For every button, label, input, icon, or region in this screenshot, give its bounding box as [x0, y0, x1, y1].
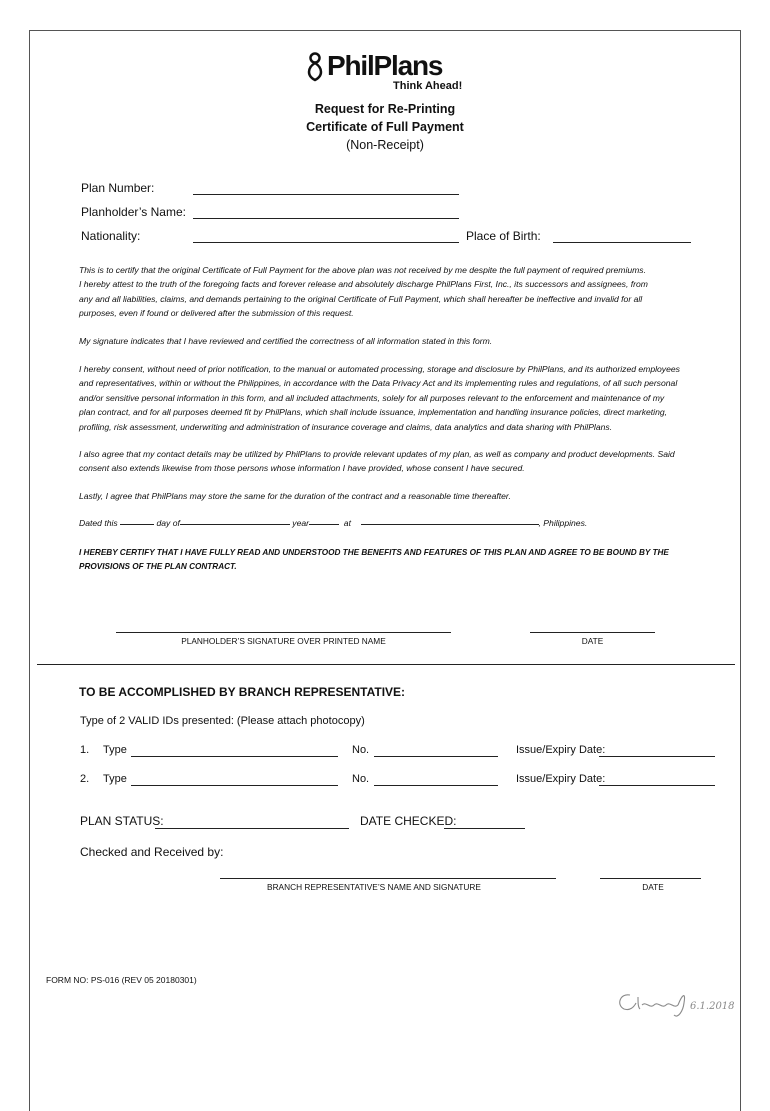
checked-received-label: Checked and Received by:: [80, 845, 224, 859]
philippines-text: , Philippines.: [538, 518, 588, 528]
day-field[interactable]: [120, 524, 154, 525]
id-row-2-type-field[interactable]: [131, 785, 338, 786]
certify-line: any and all liabilities, claims, and demands pertaining to the original Certificate of Full Payment, which shall hereafter be ineffective and invalid for all: [79, 293, 643, 304]
branch-heading: TO BE ACCOMPLISHED BY BRANCH REPRESENTATIVE:: [79, 685, 406, 699]
planholder-date-field[interactable]: [530, 632, 655, 633]
place-of-birth-label: Place of Birth:: [466, 229, 541, 243]
plan-status-field[interactable]: [155, 828, 349, 829]
id-row-2-issue-label: Issue/Expiry Date:: [516, 773, 606, 785]
form-title-line2: Certificate of Full Payment: [306, 120, 464, 134]
svg-text:6.1.2018: 6.1.2018: [690, 1001, 735, 1012]
id-row-1-no-field[interactable]: [374, 756, 498, 757]
logo-tagline: Think Ahead!: [393, 80, 463, 92]
planholder-signature-caption: PLANHOLDER’S SIGNATURE OVER PRINTED NAME: [181, 636, 386, 646]
dated-this-text: Dated this: [79, 518, 118, 528]
plan-status-label: PLAN STATUS:: [80, 814, 164, 828]
rep-signature-caption: BRANCH REPRESENTATIVE’S NAME AND SIGNATURE: [267, 882, 481, 892]
date-checked-label: DATE CHECKED:: [360, 814, 457, 828]
year-text: year: [292, 518, 310, 528]
planholder-name-field[interactable]: [193, 218, 459, 219]
rep-signature-field[interactable]: [220, 878, 556, 879]
certify-caps-line: I HEREBY CERTIFY THAT I HAVE FULLY READ AND UNDERSTOOD THE BENEFITS AND FEATURES OF THIS PLAN AND AGREE TO BE BOUND BY THE: [79, 548, 669, 557]
contact-line: consent also extends likewise from those persons whose information I have provided, whose consent I have secured.: [79, 463, 525, 474]
id-row-1-no-label: No.: [352, 744, 370, 756]
nationality-label: Nationality:: [81, 229, 141, 243]
consent-line: plan contract, and for all purposes deemed fit by PhilPlans, which shall include issuance, implementation and handling insurance policies, direct marketing,: [79, 407, 668, 418]
form-title-line3: (Non-Receipt): [346, 138, 424, 152]
consent-line: and/or sensitive personal information in this form, and all included attachments, solely for all purposes relevant to the enforcement and maintenance of my: [79, 392, 665, 403]
id-row-1-type-field[interactable]: [131, 756, 338, 757]
plan-number-label: Plan Number:: [81, 181, 155, 195]
philplans-logo: [305, 50, 465, 95]
certify-paragraph: [79, 263, 705, 321]
rep-date-field[interactable]: [600, 878, 701, 879]
id-row-2-issue-field[interactable]: [599, 785, 715, 786]
day-of-text: day of: [156, 518, 180, 528]
plan-number-field[interactable]: [193, 194, 459, 195]
id-row-2-num: 2.: [80, 773, 90, 785]
year-field[interactable]: [309, 524, 339, 525]
id-row-2-no-field[interactable]: [374, 785, 498, 786]
consent-line: I hereby consent, without need of prior notification, to the manual or automated processing, storage and disclosure by PhilPlans, and its authorized employees: [79, 364, 680, 374]
id-row-2-no-label: No.: [352, 773, 370, 785]
planholder-date-caption: DATE: [581, 636, 604, 646]
planholder-signature-field[interactable]: [116, 632, 451, 633]
form-title-line1: Request for Re-Printing: [314, 102, 456, 116]
id-row-1-issue-field[interactable]: [599, 756, 715, 757]
planholder-name-label: Planholder’s Name:: [81, 205, 186, 219]
certify-line: This is to certify that the original Certificate of Full Payment for the above plan was not received by me despite the full payment of required premiums.: [79, 265, 646, 275]
consent-paragraph: [79, 362, 705, 434]
id-row-1-issue-label: Issue/Expiry Date:: [516, 744, 606, 756]
handwritten-signature-icon: [612, 983, 742, 1023]
contact-paragraph: [79, 447, 705, 476]
logo-mark-icon: [305, 52, 325, 82]
dated-line: [79, 516, 705, 530]
consent-line: and representatives, within or without the Philippines, in accordance with the Data Privacy Act and its implementing rules and regulations, of all such personal: [79, 378, 678, 389]
section-divider: [37, 664, 735, 665]
signature-paragraph: My signature indicates that I have reviewed and certified the correctness of all information stated in this form.: [79, 336, 493, 346]
certify-line: purposes, even if found or delivered after the submission of this request.: [79, 308, 354, 319]
certify-line: I hereby attest to the truth of the foregoing facts and forever release and absolutely discharge PhilPlans First, Inc., its successors and assignees, from: [79, 279, 648, 290]
certify-caps: [79, 546, 705, 575]
ids-label: Type of 2 VALID IDs presented: (Please attach photocopy): [80, 715, 365, 727]
month-field[interactable]: [180, 524, 290, 525]
place-of-birth-field[interactable]: [553, 242, 691, 243]
certify-caps-line: PROVISIONS OF THE PLAN CONTRACT.: [79, 562, 237, 572]
lastly-paragraph: Lastly, I agree that PhilPlans may store the same for the duration of the contract and a reasonable time thereafter.: [79, 491, 511, 501]
date-checked-field[interactable]: [444, 828, 525, 829]
consent-line: profiling, risk assessment, underwriting and administration of insurance coverage and claims, data analytics and data sharing with PhilPlans.: [79, 421, 613, 432]
at-text: at: [343, 518, 351, 528]
contact-line: I also agree that my contact details may be utilized by PhilPlans to provide relevant updates of my plan, as well as company and product developments. Said: [79, 449, 675, 459]
place-field[interactable]: [361, 524, 539, 525]
id-row-1-num: 1.: [80, 744, 90, 756]
logo-brand: PhilPlans: [327, 50, 443, 81]
nationality-field[interactable]: [193, 242, 459, 243]
rep-date-caption: DATE: [642, 882, 664, 892]
form-number: FORM NO: PS-016 (REV 05 20180301): [46, 975, 197, 985]
id-row-1-type-label: Type: [103, 744, 127, 756]
id-row-2-type-label: Type: [103, 773, 127, 785]
